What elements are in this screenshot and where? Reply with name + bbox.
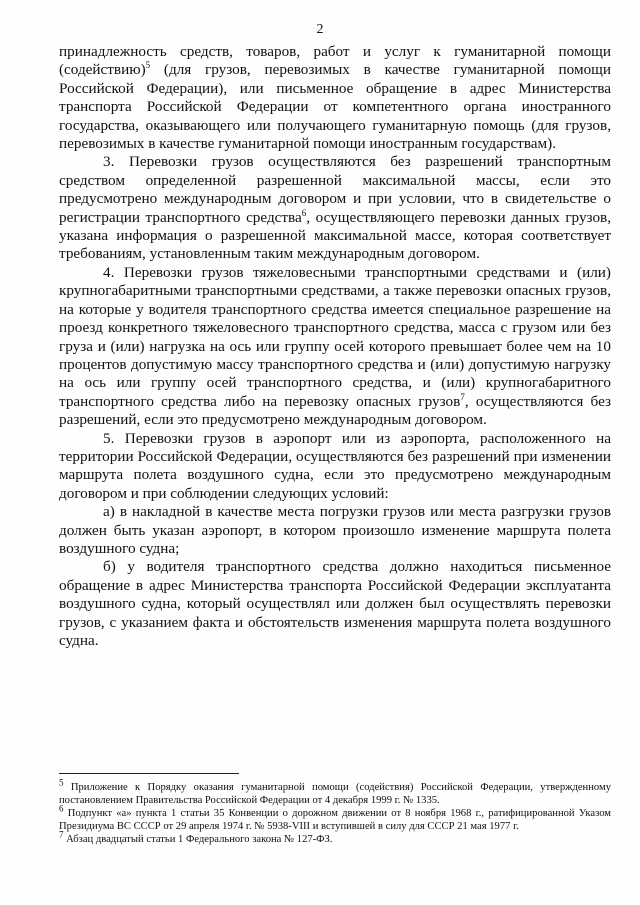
paragraph-text: (для грузов, перевозимых в качестве гуманитарной помощи Российской Федерации), или письменное обращение в адрес Министерства транспорта Российской Федерации от компетентного органа иностранного государства, оказывающего или получающего гуманитарную помощь (для грузов, перевозимых в качестве гуманитарной помощи иностранным государствам). (59, 61, 611, 153)
paragraph-text: , осуществляются без разрешений, если это предусмотрено международным договором. (59, 392, 611, 429)
footnote (59, 803, 611, 833)
footnote-text: Абзац двадцатый статьи 1 Федерального закона № 127-ФЗ. (63, 834, 333, 845)
paragraph-text: а) в накладной в качестве места погрузки грузов или места разгрузки грузов должен быть указан аэропорт, в котором произошло изменение маршрута полета воздушного судна; (59, 503, 611, 557)
paragraph-text: 3. Перевозки грузов осуществляются без разрешений транспортным средством определенной разрешенной максимальной массы, если это предусмотрено международным договором и при условии, что в свидетельстве о регистрации транспортного средства (59, 153, 611, 226)
footnote-text: Приложение к Порядку оказания гуманитарной помощи (содействия) Российской Федерации, утвержденному постановлением Правительства Российской Федерации от 4 декабря 1999 г. № 1335. (59, 782, 611, 806)
footnote-text: Подпункт «а» пункта 1 статьи 35 Конвенции о дорожном движении от 8 ноября 1968 г., ратифицированной Указом Президиума ВС СССР от 29 апреля 1974 г. № 5938-VIII и вступившей в силу для СССР 21 мая 1977 г. (59, 808, 611, 832)
paragraph (59, 558, 611, 650)
paragraph (59, 503, 611, 558)
paragraph-text: 4. Перевозки грузов тяжеловесными транспортными средствами и (или) крупногабаритными транспортными средствами, а также перевозки опасных грузов, на которые у водителя транспортного средства имеется специальное разрешение на проезд конкретного тяжеловесного транспортного средства, масса с грузом или без груза и (или) нагрузка на ось или группу осей которого превышает более чем на 10 процентов допустимую массу транспортного средства и (или) допустимую нагрузку на ось или группу осей транспортного средства, и (или) крупногабаритного транспортного средства либо на перевозку опасных грузов (59, 263, 611, 410)
footnote-ref: 6 (301, 207, 307, 218)
footnote-number: 7 (59, 829, 64, 840)
footnote-number: 5 (59, 777, 64, 788)
paragraph (59, 43, 611, 153)
footnote (59, 777, 611, 807)
footnote-number: 6 (59, 803, 64, 814)
footnote-ref: 7 (460, 391, 465, 402)
page-number: 2 (316, 22, 324, 37)
footnotes (59, 777, 611, 846)
footnote-separator (59, 773, 239, 774)
paragraph-text: б) у водителя транспортного средства должно находиться письменное обращение в адрес Министерства транспорта Российской Федерации эксплуатанта воздушного судна, который осуществлял или должен был осуществлять перевозки грузов, с указанием факта и обстоятельств изменения маршрута полета воздушного судна. (59, 558, 611, 649)
paragraph (59, 264, 611, 430)
paragraph (59, 430, 611, 504)
footnote-ref: 5 (145, 60, 151, 71)
paragraph-text: принадлежность средств, товаров, работ и услуг к гуманитарной помощи (содействию) (59, 43, 611, 79)
paragraph-text: 5. Перевозки грузов в аэропорт или из аэропорта, расположенного на территории Российской Федерации, осуществляются без разрешений при изменении маршрута полета воздушного судна, если это предусмотрено международным договором и при соблюдении следующих условий: (59, 429, 611, 502)
paragraph-text: , осуществляющего перевозки данных грузов, указана информация о разрешенной максимальной массе, которая соответствует требованиям, установленным таким международным договором. (59, 208, 612, 263)
paragraph (59, 153, 611, 263)
footnote (59, 829, 611, 846)
document-body (59, 43, 611, 650)
